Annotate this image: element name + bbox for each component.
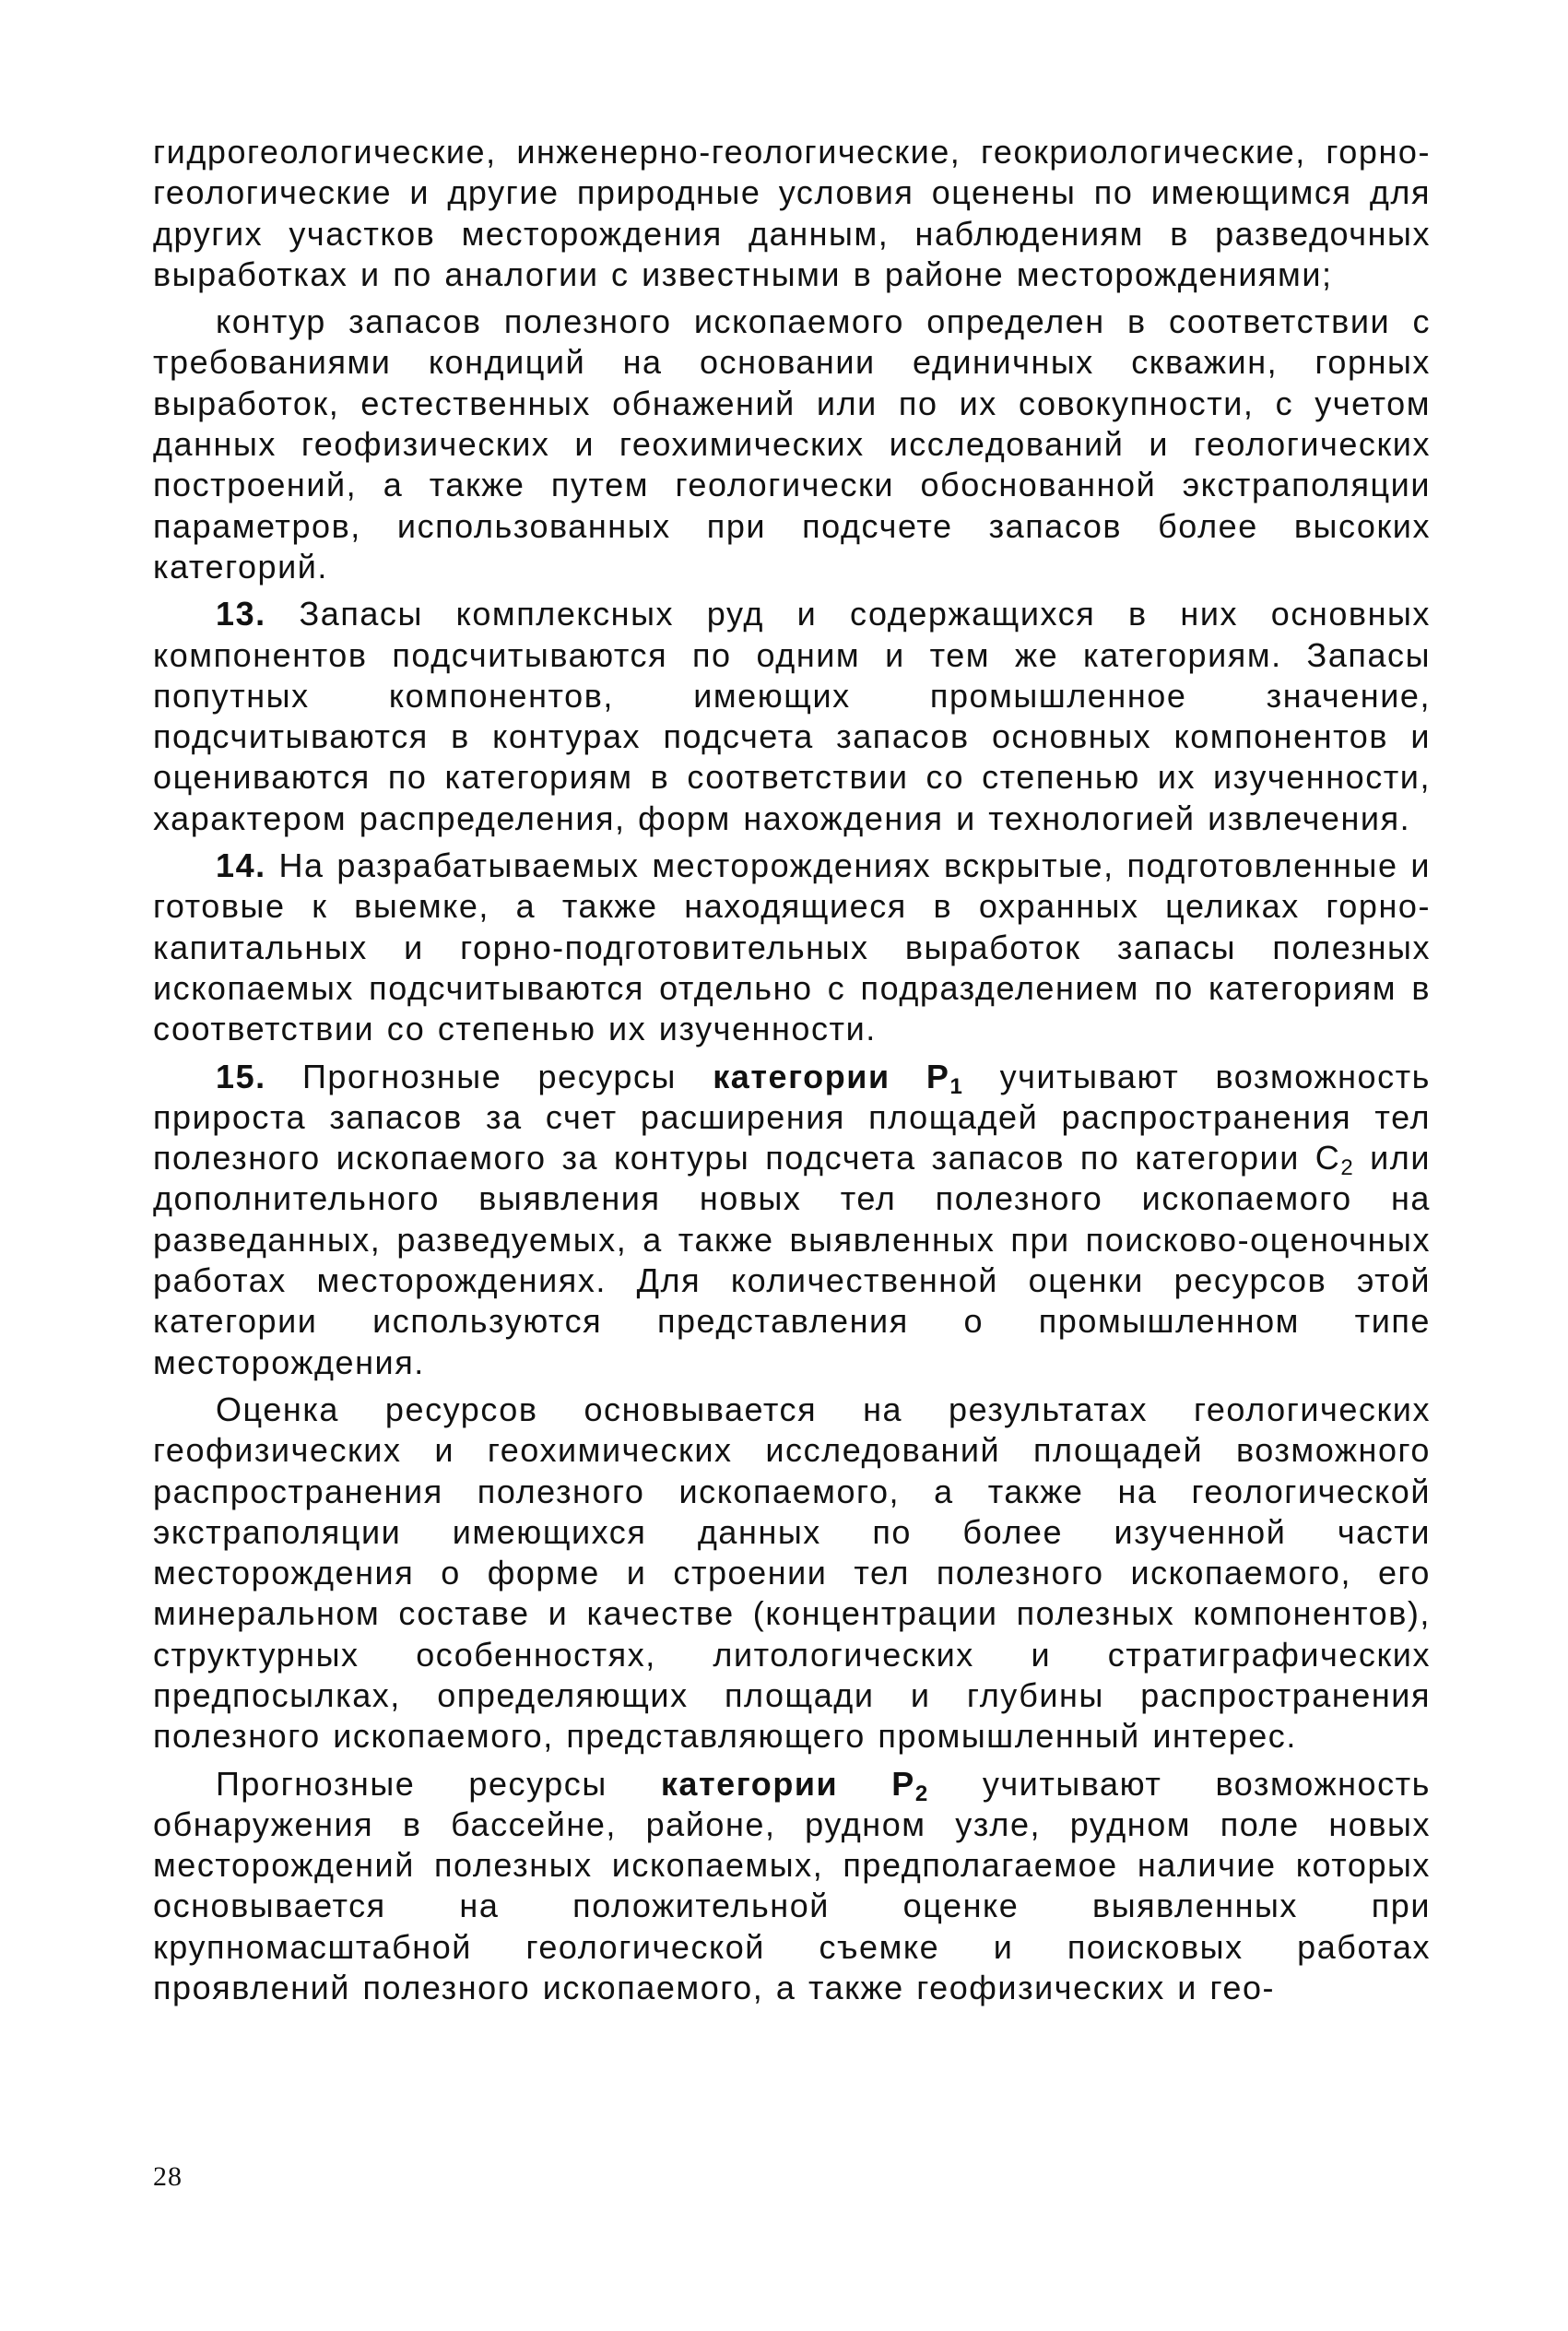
paragraph [153, 1390, 1431, 1757]
category-term [660, 1764, 929, 1806]
paragraph-number: 14. [216, 846, 266, 885]
paragraph-15 [153, 1057, 1431, 1383]
paragraph-text: или дополнительного выявления новых тел полезного ископаемого на разведанных, разведуемых, а также выявленных при поисково-оценочных работах месторождениях. Для количественной оценки ресурсов этой категории используются представления о промышленном типе месторождения. [153, 1139, 1431, 1381]
paragraph-14 [153, 846, 1431, 1049]
category-subscript: 2 [1340, 1155, 1355, 1181]
paragraph-text: контур запасов полезного ископаемого определен в соответствии с требованиями кондиций на основании единичных скважин, горных выработок, естественных обнажений или по их совокупности, с учетом данных геофизических и геохимических исследований и геологических построений, а также путем геологически обоснованной экстраполяции параметров, использованных при подсчете запасов более высоких категорий. [153, 302, 1431, 586]
paragraph-text: Прогнозные ресурсы [301, 1057, 677, 1095]
paragraph-text: гидрогеологические, инженерно-геологические, геокриологические, горно-геологические и другие природные условия оценены по имеющимся для других участков месторождения данным, наблюдениям в разведочных выработках и по аналогии с известными в районе месторождениями; [153, 133, 1431, 293]
paragraph-13 [153, 594, 1431, 839]
paragraph-text: На разрабатываемых месторождениях вскрытые, подготовленные и готовые к выемке, а также находящиеся в охранных целиках горно-капитальных и горно-подготовительных выработок запасы полезных ископаемых подсчитываются отдельно с подразделением по категориям в соответствии со степенью их изученности. [153, 846, 1431, 1048]
paragraph [153, 1764, 1431, 2009]
category-subscript: 1 [949, 1073, 964, 1099]
paragraph-text: Оценка ресурсов основывается на результатах геологических геофизических и геохимических исследований площадей возможного распространения полезного ископаемого, а также на геологической экстраполяции имеющихся данных по более изученной части месторождения о форме и строении тел полезного ископаемого, его минеральном составе и качестве (концентрации полезных компонентов), структурных особенностях, литологических и стратиграфических предпосылках, определяющих площади и глубины распространения полезного ископаемого, представляющего промышленный интерес. [153, 1390, 1431, 1756]
category-term-text: категории P [660, 1764, 915, 1803]
paragraph-number: 13. [216, 595, 266, 633]
category-subscript: 2 [914, 1781, 929, 1806]
paragraph-text: Запасы комплексных руд и содержащихся в них основных компонентов подсчитываются по одним и тем же категориям. Запасы попутных компонентов, имеющих промышленное значение, подсчитываются в контурах подсчета запасов основных компонентов и оцениваются по категориям в соответствии со степенью их изученности, характером распределения, форм нахождения и технологией извлечения. [153, 595, 1431, 837]
paragraph-number: 15. [216, 1057, 266, 1095]
paragraph-text: Прогнозные ресурсы [216, 1764, 607, 1803]
paragraph-text: учитывают возможность прироста запасов за счет расширения площадей распространения тел полезного ископаемого за контуры подсчета запасов по категории C [153, 1057, 1431, 1177]
category-term [713, 1057, 964, 1099]
page-number: 28 [153, 2161, 183, 2192]
page-body [153, 132, 1431, 2015]
paragraph-text: учитывают возможность обнаружения в бассейне, районе, рудном узле, рудном поле новых месторождений полезных ископаемых, предполагаемое наличие которых основывается на положительной оценке выявленных при крупномасштабной геологической съемке и поисковых работах проявлений полезного ископаемого, а также геофизических и гео- [153, 1764, 1431, 2007]
category-term-text: категории P [713, 1057, 950, 1095]
paragraph [153, 132, 1431, 295]
paragraph [153, 302, 1431, 587]
